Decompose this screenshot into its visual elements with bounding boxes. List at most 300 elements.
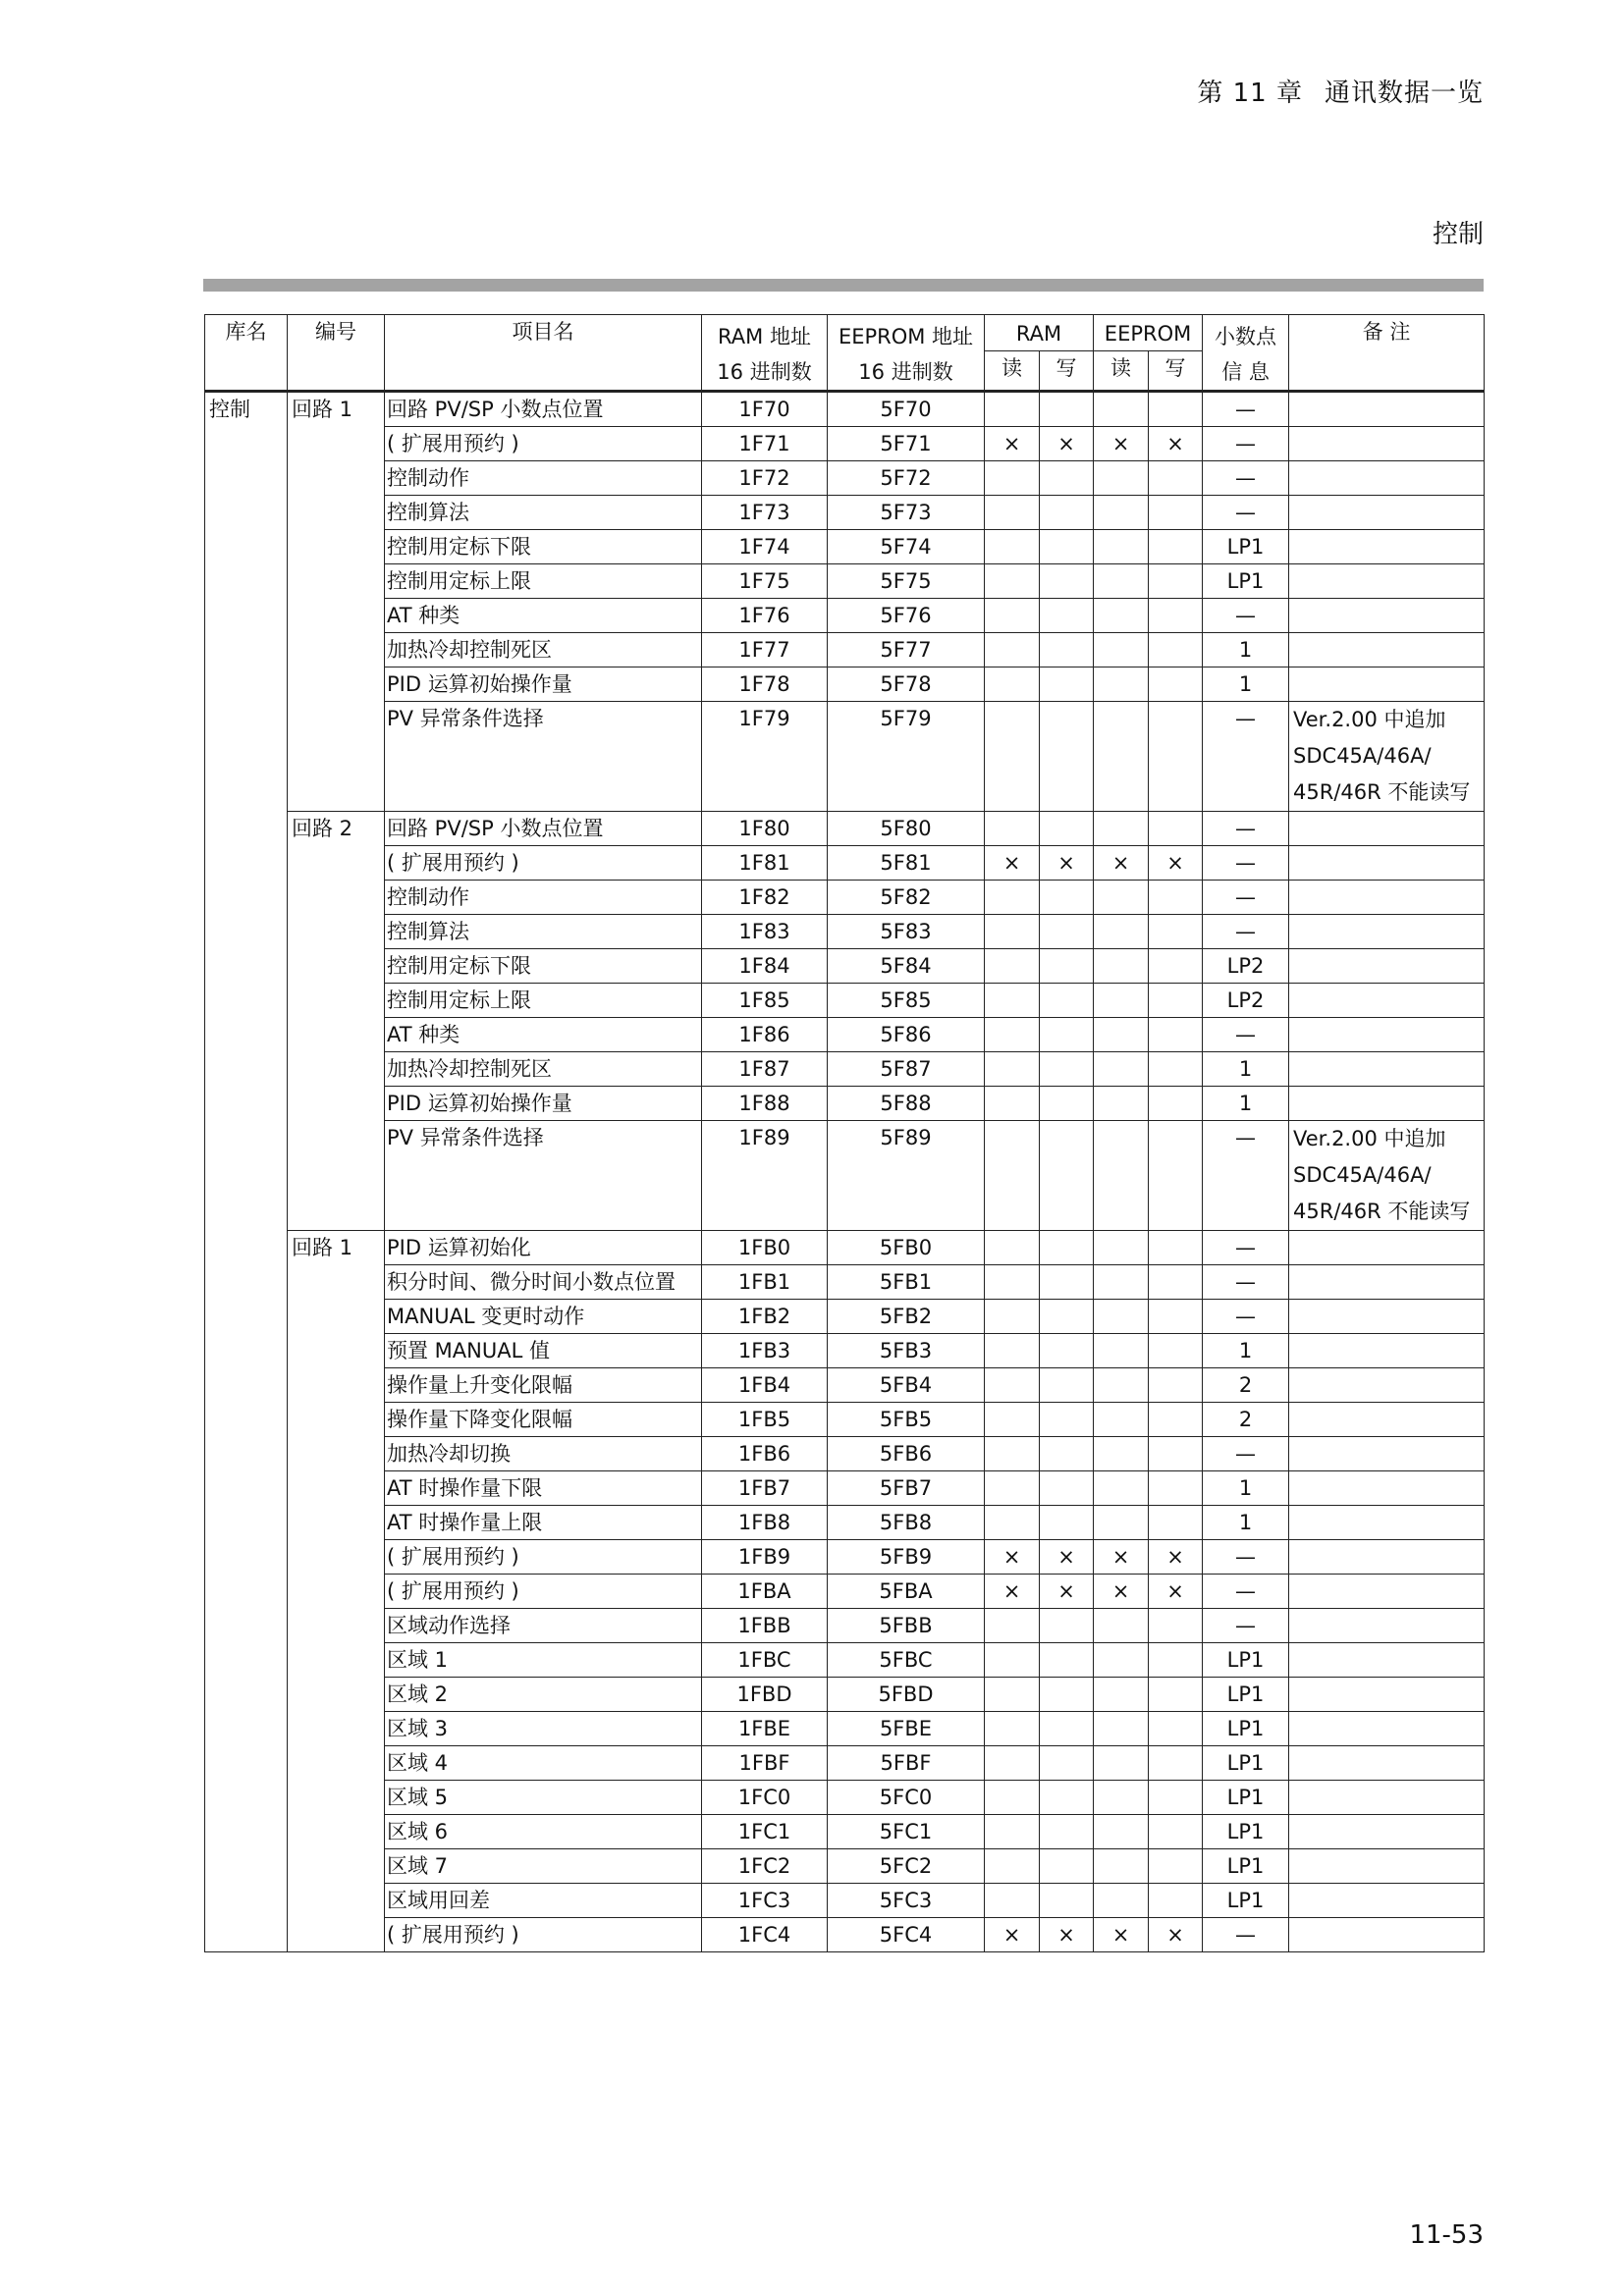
eeprom-address-cell: 5FBA [828, 1575, 985, 1609]
communication-data-table [204, 314, 1485, 1952]
ram-write-cell [1040, 1746, 1094, 1781]
decimal-info-cell: — [1203, 427, 1289, 461]
ram-read-cell [985, 461, 1040, 496]
item-name-cell: PID 运算初始操作量 [385, 667, 702, 702]
table-row [205, 812, 1485, 846]
eeprom-read-cell [1094, 1609, 1149, 1643]
ram-write-cell [1040, 496, 1094, 530]
table-row [205, 667, 1485, 702]
table-row [205, 915, 1485, 949]
ram-address-cell: 1FBB [702, 1609, 828, 1643]
table-row [205, 1334, 1485, 1368]
remarks-cell [1289, 1087, 1485, 1121]
decimal-info-cell: LP1 [1203, 1746, 1289, 1781]
eeprom-read-cell [1094, 1052, 1149, 1087]
ram-address-cell: 1FC4 [702, 1918, 828, 1952]
item-name-cell: 回路 PV/SP 小数点位置 [385, 812, 702, 846]
loop-label-cell: 回路 1 [288, 392, 385, 812]
ram-write-cell [1040, 1265, 1094, 1300]
remarks-cell [1289, 1849, 1485, 1884]
eeprom-read-cell [1094, 1643, 1149, 1678]
eeprom-write-cell [1149, 1300, 1203, 1334]
table-row [205, 1018, 1485, 1052]
remarks-cell [1289, 1231, 1485, 1265]
header-ram-write: 写 [1040, 351, 1094, 392]
eeprom-write-cell [1149, 667, 1203, 702]
ram-read-cell [985, 599, 1040, 633]
decimal-info-cell: — [1203, 496, 1289, 530]
eeprom-address-cell: 5FB9 [828, 1540, 985, 1575]
header-remarks: 备 注 [1289, 315, 1485, 392]
decimal-info-cell: LP1 [1203, 1678, 1289, 1712]
ram-read-cell [985, 530, 1040, 564]
item-name-cell: 区域 1 [385, 1643, 702, 1678]
eeprom-address-cell: 5FBB [828, 1609, 985, 1643]
decimal-info-cell: 1 [1203, 1506, 1289, 1540]
decimal-info-cell: — [1203, 1265, 1289, 1300]
eeprom-address-cell: 5FC2 [828, 1849, 985, 1884]
ram-address-cell: 1F74 [702, 530, 828, 564]
eeprom-read-cell [1094, 1678, 1149, 1712]
ram-write-cell [1040, 702, 1094, 812]
decimal-info-cell: — [1203, 881, 1289, 915]
eeprom-write-cell [1149, 1052, 1203, 1087]
remarks-cell [1289, 1712, 1485, 1746]
ram-address-cell: 1FB6 [702, 1437, 828, 1471]
ram-write-cell [1040, 1471, 1094, 1506]
eeprom-write-cell [1149, 812, 1203, 846]
ram-address-cell: 1F71 [702, 427, 828, 461]
eeprom-address-cell: 5F80 [828, 812, 985, 846]
ram-read-cell [985, 881, 1040, 915]
remarks-cell [1289, 633, 1485, 667]
item-name-cell: 区域用回差 [385, 1884, 702, 1918]
ram-read-cell [985, 1712, 1040, 1746]
table-row [205, 1712, 1485, 1746]
remarks-cell [1289, 1121, 1485, 1231]
ram-read-cell [985, 1849, 1040, 1884]
remarks-cell [1289, 1300, 1485, 1334]
remarks-line: 45R/46R 不能读写 [1293, 1200, 1471, 1223]
eeprom-address-cell: 5FC4 [828, 1918, 985, 1952]
item-name-cell: 控制用定标上限 [385, 984, 702, 1018]
decimal-info-cell: — [1203, 1121, 1289, 1231]
ram-write-cell [1040, 1052, 1094, 1087]
eeprom-read-cell [1094, 1815, 1149, 1849]
ram-write-cell [1040, 667, 1094, 702]
ram-read-cell: × [985, 427, 1040, 461]
ram-read-cell: × [985, 1575, 1040, 1609]
table-body [205, 392, 1485, 1952]
ram-write-cell: × [1040, 1918, 1094, 1952]
eeprom-read-cell [1094, 1471, 1149, 1506]
header-ram-read: 读 [985, 351, 1040, 392]
remarks-cell [1289, 812, 1485, 846]
ram-write-cell [1040, 461, 1094, 496]
eeprom-address-cell: 5F87 [828, 1052, 985, 1087]
item-name-cell: 回路 PV/SP 小数点位置 [385, 392, 702, 427]
eeprom-read-cell [1094, 812, 1149, 846]
ram-address-cell: 1F73 [702, 496, 828, 530]
item-name-cell: 区域 3 [385, 1712, 702, 1746]
ram-write-cell [1040, 1018, 1094, 1052]
remarks-line: SDC45A/46A/ [1293, 1163, 1432, 1187]
decimal-info-cell: 1 [1203, 1334, 1289, 1368]
eeprom-address-cell: 5F70 [828, 392, 985, 427]
ram-address-cell: 1FBA [702, 1575, 828, 1609]
item-name-cell: AT 种类 [385, 1018, 702, 1052]
item-name-cell: PID 运算初始操作量 [385, 1087, 702, 1121]
eeprom-address-cell: 5FC1 [828, 1815, 985, 1849]
remarks-cell [1289, 530, 1485, 564]
chapter-header [1197, 73, 1484, 109]
eeprom-address-cell: 5FC0 [828, 1781, 985, 1815]
remarks-cell [1289, 1334, 1485, 1368]
eeprom-write-cell [1149, 1609, 1203, 1643]
remarks-cell [1289, 1403, 1485, 1437]
eeprom-address-cell: 5F86 [828, 1018, 985, 1052]
ram-write-cell [1040, 1678, 1094, 1712]
table-row [205, 1368, 1485, 1403]
header-ram-address [702, 315, 828, 392]
ram-read-cell [985, 667, 1040, 702]
ram-read-cell [985, 915, 1040, 949]
remarks-cell [1289, 1052, 1485, 1087]
eeprom-address-cell: 5F77 [828, 633, 985, 667]
item-name-cell: 控制动作 [385, 461, 702, 496]
ram-write-cell [1040, 1849, 1094, 1884]
remarks-cell [1289, 1368, 1485, 1403]
eeprom-read-cell [1094, 392, 1149, 427]
ram-write-cell [1040, 564, 1094, 599]
eeprom-read-cell [1094, 1300, 1149, 1334]
item-name-cell: 加热冷却切换 [385, 1437, 702, 1471]
eeprom-read-cell [1094, 915, 1149, 949]
section-title: 控制 [1432, 220, 1484, 249]
eeprom-address-cell: 5FB7 [828, 1471, 985, 1506]
ram-read-cell [985, 1018, 1040, 1052]
ram-read-cell [985, 1121, 1040, 1231]
ram-read-cell [985, 1437, 1040, 1471]
ram-address-cell: 1F85 [702, 984, 828, 1018]
ram-read-cell [985, 1300, 1040, 1334]
decimal-info-cell: LP2 [1203, 949, 1289, 984]
header-bank: 库名 [205, 315, 288, 392]
decimal-info-cell: — [1203, 846, 1289, 881]
remarks-cell [1289, 461, 1485, 496]
eeprom-read-cell [1094, 1849, 1149, 1884]
eeprom-write-cell [1149, 949, 1203, 984]
decimal-info-cell: LP2 [1203, 984, 1289, 1018]
ram-write-cell [1040, 1506, 1094, 1540]
ram-read-cell: × [985, 846, 1040, 881]
eeprom-address-cell: 5FBC [828, 1643, 985, 1678]
ram-address-cell: 1F78 [702, 667, 828, 702]
eeprom-address-cell: 5F81 [828, 846, 985, 881]
decimal-info-cell: 1 [1203, 1087, 1289, 1121]
remarks-cell [1289, 1437, 1485, 1471]
loop-label-cell: 回路 2 [288, 812, 385, 1231]
ram-address-cell: 1FBF [702, 1746, 828, 1781]
eeprom-read-cell [1094, 633, 1149, 667]
eeprom-read-cell [1094, 1746, 1149, 1781]
header-number: 编号 [288, 315, 385, 392]
eeprom-address-cell: 5F85 [828, 984, 985, 1018]
eeprom-address-cell: 5FB4 [828, 1368, 985, 1403]
eeprom-address-cell: 5F84 [828, 949, 985, 984]
remarks-cell [1289, 1746, 1485, 1781]
table-row [205, 1540, 1485, 1575]
decimal-info-cell: 1 [1203, 1052, 1289, 1087]
ram-address-cell: 1F86 [702, 1018, 828, 1052]
table-row [205, 1884, 1485, 1918]
eeprom-write-cell: × [1149, 1918, 1203, 1952]
eeprom-write-cell [1149, 881, 1203, 915]
item-name-cell: ( 扩展用预约 ) [385, 1918, 702, 1952]
ram-address-cell: 1F70 [702, 392, 828, 427]
decimal-info-cell: LP1 [1203, 1643, 1289, 1678]
decimal-info-cell: — [1203, 1300, 1289, 1334]
ram-write-cell [1040, 1884, 1094, 1918]
decimal-info-cell: 1 [1203, 633, 1289, 667]
item-name-cell: PID 运算初始化 [385, 1231, 702, 1265]
remarks-line: SDC45A/46A/ [1293, 744, 1432, 768]
eeprom-write-cell [1149, 1746, 1203, 1781]
chapter-title: 通讯数据一览 [1324, 79, 1484, 108]
ram-address-cell: 1F82 [702, 881, 828, 915]
ram-read-cell [985, 1884, 1040, 1918]
header-eeprom-address [828, 315, 985, 392]
decimal-info-cell: — [1203, 599, 1289, 633]
eeprom-address-cell: 5F74 [828, 530, 985, 564]
ram-write-cell: × [1040, 1540, 1094, 1575]
item-name-cell: 控制用定标上限 [385, 564, 702, 599]
table-row [205, 427, 1485, 461]
item-name-cell: 区域 5 [385, 1781, 702, 1815]
header-ram: RAM [985, 315, 1094, 351]
eeprom-address-cell: 5FB8 [828, 1506, 985, 1540]
eeprom-write-cell: × [1149, 1575, 1203, 1609]
eeprom-write-cell: × [1149, 427, 1203, 461]
loop-label-cell: 回路 1 [288, 1231, 385, 1952]
ram-address-cell: 1FB2 [702, 1300, 828, 1334]
table-row [205, 1918, 1485, 1952]
table-row [205, 530, 1485, 564]
item-name-cell: 区域 4 [385, 1746, 702, 1781]
ram-address-cell: 1F76 [702, 599, 828, 633]
eeprom-write-cell [1149, 1712, 1203, 1746]
remarks-cell [1289, 702, 1485, 812]
remarks-cell [1289, 1781, 1485, 1815]
eeprom-address-cell: 5FC3 [828, 1884, 985, 1918]
decimal-info-cell: LP1 [1203, 1849, 1289, 1884]
eeprom-read-cell [1094, 1712, 1149, 1746]
eeprom-write-cell [1149, 1368, 1203, 1403]
ram-address-cell: 1F83 [702, 915, 828, 949]
remarks-cell [1289, 564, 1485, 599]
ram-read-cell [985, 1746, 1040, 1781]
item-name-cell: 控制算法 [385, 915, 702, 949]
ram-address-cell: 1F77 [702, 633, 828, 667]
item-name-cell: 控制算法 [385, 496, 702, 530]
ram-read-cell [985, 1506, 1040, 1540]
eeprom-write-cell [1149, 1403, 1203, 1437]
item-name-cell: 区域 6 [385, 1815, 702, 1849]
decimal-info-cell: LP1 [1203, 1712, 1289, 1746]
header-decimal-line2: 信 息 [1221, 360, 1270, 384]
ram-address-cell: 1FB7 [702, 1471, 828, 1506]
eeprom-read-cell [1094, 496, 1149, 530]
remarks-cell [1289, 1265, 1485, 1300]
item-name-cell: 加热冷却控制死区 [385, 1052, 702, 1087]
eeprom-write-cell: × [1149, 846, 1203, 881]
ram-read-cell [985, 1052, 1040, 1087]
eeprom-address-cell: 5FB2 [828, 1300, 985, 1334]
eeprom-write-cell [1149, 530, 1203, 564]
eeprom-write-cell [1149, 1231, 1203, 1265]
item-name-cell: 区域 7 [385, 1849, 702, 1884]
decimal-info-cell: — [1203, 702, 1289, 812]
remarks-cell [1289, 667, 1485, 702]
ram-read-cell [985, 633, 1040, 667]
eeprom-read-cell [1094, 1884, 1149, 1918]
item-name-cell: ( 扩展用预约 ) [385, 846, 702, 881]
item-name-cell: 操作量上升变化限幅 [385, 1368, 702, 1403]
ram-read-cell: × [985, 1918, 1040, 1952]
ram-read-cell [985, 949, 1040, 984]
decimal-info-cell: LP1 [1203, 564, 1289, 599]
ram-write-cell [1040, 949, 1094, 984]
item-name-cell: ( 扩展用预约 ) [385, 427, 702, 461]
item-name-cell: AT 时操作量下限 [385, 1471, 702, 1506]
eeprom-address-cell: 5F75 [828, 564, 985, 599]
ram-address-cell: 1FC3 [702, 1884, 828, 1918]
eeprom-write-cell [1149, 461, 1203, 496]
item-name-cell: ( 扩展用预约 ) [385, 1540, 702, 1575]
decimal-info-cell: — [1203, 1609, 1289, 1643]
ram-address-cell: 1FB4 [702, 1368, 828, 1403]
eeprom-address-cell: 5FB6 [828, 1437, 985, 1471]
table-row [205, 1815, 1485, 1849]
eeprom-write-cell [1149, 1849, 1203, 1884]
table-row [205, 1437, 1485, 1471]
item-name-cell: 操作量下降变化限幅 [385, 1403, 702, 1437]
ram-address-cell: 1FC2 [702, 1849, 828, 1884]
remarks-cell [1289, 599, 1485, 633]
ram-write-cell [1040, 1781, 1094, 1815]
decimal-info-cell: — [1203, 1231, 1289, 1265]
ram-write-cell [1040, 812, 1094, 846]
item-name-cell: 控制动作 [385, 881, 702, 915]
remarks-cell [1289, 1884, 1485, 1918]
eeprom-write-cell [1149, 1884, 1203, 1918]
table-row [205, 1643, 1485, 1678]
ram-address-cell: 1FB1 [702, 1265, 828, 1300]
eeprom-read-cell [1094, 1231, 1149, 1265]
ram-address-cell: 1FB0 [702, 1231, 828, 1265]
ram-read-cell [985, 1471, 1040, 1506]
eeprom-write-cell [1149, 915, 1203, 949]
decimal-info-cell: — [1203, 1018, 1289, 1052]
table-row [205, 1609, 1485, 1643]
eeprom-read-cell [1094, 461, 1149, 496]
ram-write-cell [1040, 1121, 1094, 1231]
ram-write-cell: × [1040, 1575, 1094, 1609]
ram-read-cell [985, 702, 1040, 812]
remarks-line: Ver.2.00 中追加 [1293, 1127, 1446, 1150]
ram-address-cell: 1FB5 [702, 1403, 828, 1437]
header-eeprom: EEPROM [1094, 315, 1203, 351]
ram-address-cell: 1F87 [702, 1052, 828, 1087]
ram-read-cell [985, 812, 1040, 846]
ram-write-cell [1040, 1300, 1094, 1334]
eeprom-write-cell [1149, 1781, 1203, 1815]
ram-address-cell: 1F72 [702, 461, 828, 496]
ram-read-cell [985, 1403, 1040, 1437]
ram-address-cell: 1F80 [702, 812, 828, 846]
ram-address-cell: 1FC0 [702, 1781, 828, 1815]
item-name-cell: 积分时间、微分时间小数点位置 [385, 1265, 702, 1300]
table-row [205, 949, 1485, 984]
eeprom-address-cell: 5F78 [828, 667, 985, 702]
ram-read-cell [985, 496, 1040, 530]
eeprom-write-cell [1149, 1678, 1203, 1712]
eeprom-read-cell [1094, 984, 1149, 1018]
ram-read-cell [985, 1334, 1040, 1368]
eeprom-address-cell: 5F79 [828, 702, 985, 812]
header-ram-address-line1: RAM 地址 [718, 325, 811, 348]
table-row [205, 1265, 1485, 1300]
page-number: 11-53 [1409, 2220, 1484, 2250]
ram-write-cell [1040, 599, 1094, 633]
eeprom-read-cell [1094, 1265, 1149, 1300]
table-row [205, 1506, 1485, 1540]
eeprom-read-cell [1094, 1403, 1149, 1437]
eeprom-read-cell [1094, 1121, 1149, 1231]
table-header [205, 315, 1485, 392]
table-row [205, 1781, 1485, 1815]
eeprom-read-cell [1094, 1334, 1149, 1368]
ram-write-cell [1040, 1087, 1094, 1121]
header-decimal-line1: 小数点 [1215, 325, 1277, 348]
table-row [205, 1231, 1485, 1265]
table-row [205, 1575, 1485, 1609]
eeprom-read-cell: × [1094, 1540, 1149, 1575]
decimal-info-cell: 2 [1203, 1403, 1289, 1437]
ram-address-cell: 1F89 [702, 1121, 828, 1231]
table-row [205, 1121, 1485, 1231]
table-row [205, 846, 1485, 881]
eeprom-address-cell: 5F89 [828, 1121, 985, 1231]
header-eeprom-write: 写 [1149, 351, 1203, 392]
item-name-cell: 控制用定标下限 [385, 530, 702, 564]
ram-write-cell [1040, 1334, 1094, 1368]
chapter-number: 第 11 章 [1197, 79, 1303, 108]
remarks-cell [1289, 392, 1485, 427]
remarks-cell [1289, 984, 1485, 1018]
eeprom-read-cell [1094, 1781, 1149, 1815]
item-name-cell: 预置 MANUAL 值 [385, 1334, 702, 1368]
decimal-info-cell: — [1203, 915, 1289, 949]
table-row [205, 599, 1485, 633]
ram-write-cell [1040, 984, 1094, 1018]
eeprom-write-cell [1149, 564, 1203, 599]
header-eeprom-address-line2: 16 进制数 [858, 360, 953, 384]
item-name-cell: AT 时操作量上限 [385, 1506, 702, 1540]
ram-address-cell: 1FBC [702, 1643, 828, 1678]
eeprom-address-cell: 5F88 [828, 1087, 985, 1121]
table-row [205, 1300, 1485, 1334]
